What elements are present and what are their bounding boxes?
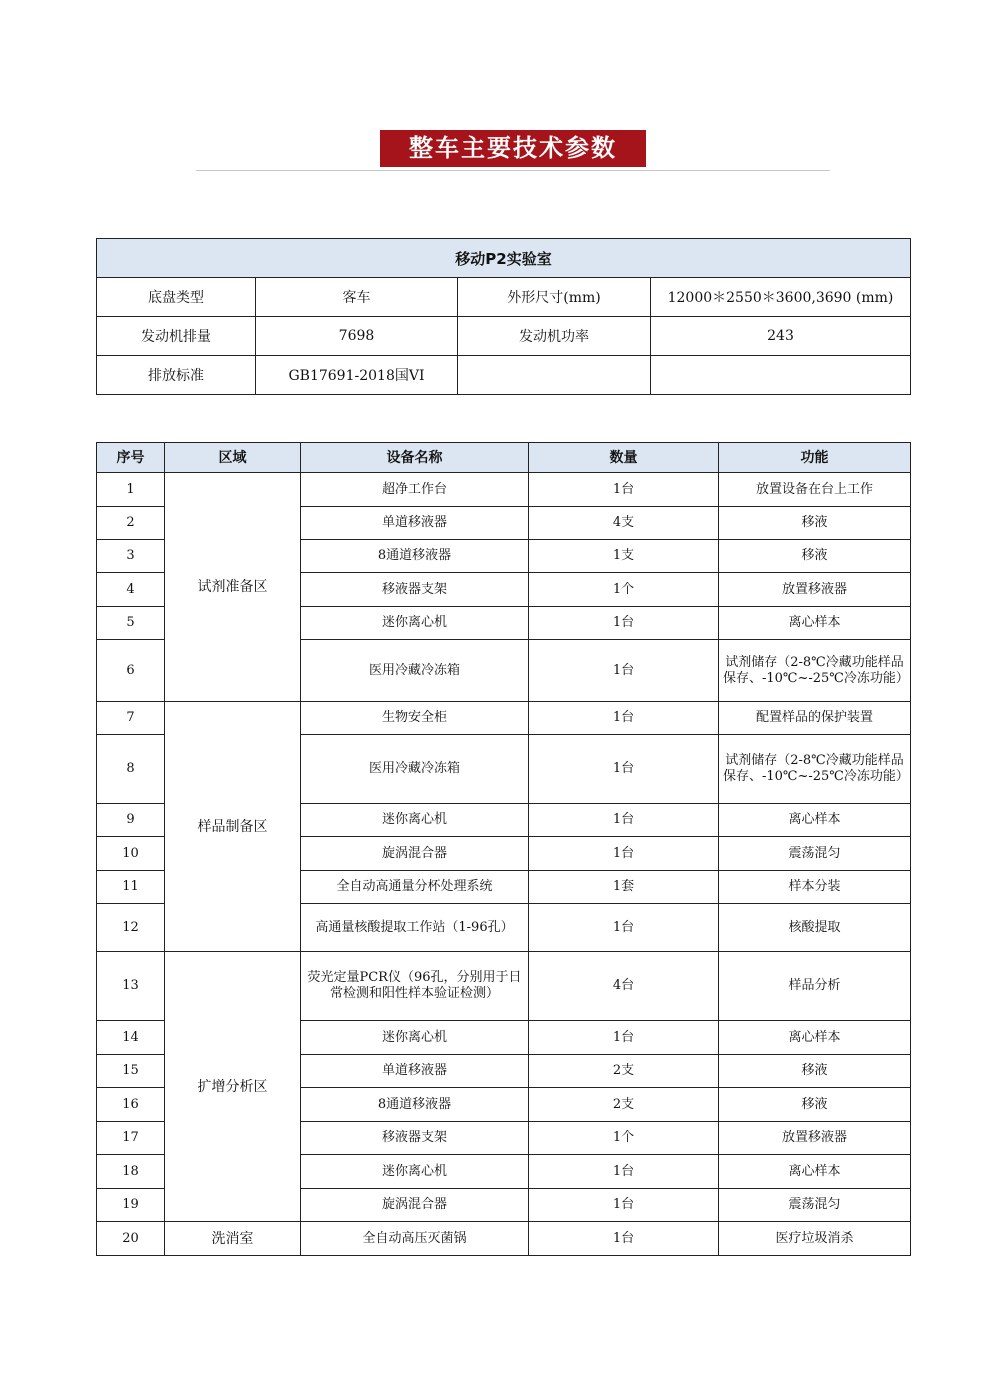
header-region: 区域 (165, 443, 301, 473)
row-func: 移液 (719, 507, 911, 540)
row-qty: 2支 (529, 1055, 719, 1088)
row-name: 移液器支架 (301, 1122, 529, 1155)
row-func: 样本分装 (719, 871, 911, 904)
row-func: 放置移液器 (719, 1122, 911, 1155)
row-qty: 1支 (529, 540, 719, 573)
row-qty: 1台 (529, 473, 719, 507)
spec-cell: GB17691-2018国VI (256, 356, 458, 395)
row-no: 16 (97, 1088, 165, 1122)
row-no: 8 (97, 735, 165, 804)
row-no: 17 (97, 1122, 165, 1155)
region-cell: 洗消室 (165, 1222, 301, 1256)
row-func: 移液 (719, 1088, 911, 1122)
row-no: 10 (97, 837, 165, 871)
row-no: 11 (97, 871, 165, 904)
spec-cell (458, 356, 651, 395)
row-name: 迷你离心机 (301, 1155, 529, 1189)
equipment-header-row (97, 443, 911, 473)
title-banner (196, 128, 830, 172)
row-name: 医用冷藏冷冻箱 (301, 640, 529, 702)
row-no: 9 (97, 804, 165, 837)
spec-cell (651, 356, 911, 395)
row-qty: 1台 (529, 1155, 719, 1189)
row-qty: 1台 (529, 837, 719, 871)
row-func: 核酸提取 (719, 904, 911, 952)
row-name: 旋涡混合器 (301, 1189, 529, 1222)
row-qty: 1台 (529, 1222, 719, 1256)
spec-cell: 243 (651, 317, 911, 356)
row-name: 单道移液器 (301, 1055, 529, 1088)
row-func: 医疗垃圾消杀 (719, 1222, 911, 1256)
region-cell: 扩增分析区 (165, 952, 301, 1222)
spec-cell: 排放标准 (97, 356, 256, 395)
title-divider (196, 170, 830, 171)
row-name: 全自动高通量分杯处理系统 (301, 871, 529, 904)
row-no: 20 (97, 1222, 165, 1256)
row-no: 7 (97, 702, 165, 735)
row-name: 迷你离心机 (301, 607, 529, 640)
row-name: 超净工作台 (301, 473, 529, 507)
row-qty: 1台 (529, 607, 719, 640)
row-func: 移液 (719, 1055, 911, 1088)
row-no: 4 (97, 573, 165, 607)
row-name: 全自动高压灭菌锅 (301, 1222, 529, 1256)
row-no: 3 (97, 540, 165, 573)
row-qty: 1台 (529, 735, 719, 804)
spec-cell: 外形尺寸(mm) (458, 278, 651, 317)
spec-cell: 发动机排量 (97, 317, 256, 356)
row-func: 离心样本 (719, 607, 911, 640)
row-name: 8通道移液器 (301, 1088, 529, 1122)
region-cell: 试剂准备区 (165, 473, 301, 702)
table-row (97, 952, 911, 1021)
row-func: 配置样品的保护装置 (719, 702, 911, 735)
row-name: 8通道移液器 (301, 540, 529, 573)
header-name: 设备名称 (301, 443, 529, 473)
row-name: 移液器支架 (301, 573, 529, 607)
table-row (97, 473, 911, 507)
spec-row (97, 278, 911, 317)
row-no: 19 (97, 1189, 165, 1222)
row-func: 离心样本 (719, 1155, 911, 1189)
row-func: 离心样本 (719, 1021, 911, 1055)
row-name: 迷你离心机 (301, 804, 529, 837)
row-qty: 1个 (529, 1122, 719, 1155)
row-name: 高通量核酸提取工作站（1-96孔） (301, 904, 529, 952)
row-func: 震荡混匀 (719, 837, 911, 871)
table-row (97, 702, 911, 735)
row-no: 2 (97, 507, 165, 540)
row-qty: 1台 (529, 1189, 719, 1222)
row-no: 14 (97, 1021, 165, 1055)
row-func: 放置设备在台上工作 (719, 473, 911, 507)
row-name: 生物安全柜 (301, 702, 529, 735)
row-name: 荧光定量PCR仪（96孔，分别用于日常检测和阳性样本验证检测） (301, 952, 529, 1021)
row-qty: 4支 (529, 507, 719, 540)
header-qty: 数量 (529, 443, 719, 473)
row-no: 5 (97, 607, 165, 640)
spec-row (97, 317, 911, 356)
row-name: 迷你离心机 (301, 1021, 529, 1055)
row-no: 12 (97, 904, 165, 952)
spec-cell: 底盘类型 (97, 278, 256, 317)
equipment-table (96, 442, 911, 1256)
row-name: 单道移液器 (301, 507, 529, 540)
row-qty: 1套 (529, 871, 719, 904)
row-name: 旋涡混合器 (301, 837, 529, 871)
row-qty: 1台 (529, 804, 719, 837)
row-qty: 4台 (529, 952, 719, 1021)
table-row (97, 1222, 911, 1256)
row-no: 18 (97, 1155, 165, 1189)
row-no: 13 (97, 952, 165, 1021)
row-no: 6 (97, 640, 165, 702)
header-func: 功能 (719, 443, 911, 473)
row-func: 震荡混匀 (719, 1189, 911, 1222)
row-func: 移液 (719, 540, 911, 573)
row-qty: 1台 (529, 904, 719, 952)
spec-cell: 发动机功率 (458, 317, 651, 356)
spec-cell: 12000＊2550＊3600,3690 (mm) (651, 278, 911, 317)
row-name: 医用冷藏冷冻箱 (301, 735, 529, 804)
spec-table (96, 238, 911, 395)
spec-table-title: 移动P2实验室 (97, 239, 911, 278)
header-no: 序号 (97, 443, 165, 473)
row-func: 放置移液器 (719, 573, 911, 607)
row-func: 样品分析 (719, 952, 911, 1021)
row-qty: 1台 (529, 702, 719, 735)
row-qty: 1台 (529, 1021, 719, 1055)
row-func: 试剂储存（2-8℃冷藏功能样品保存、-10℃~-25℃冷冻功能） (719, 735, 911, 804)
row-no: 1 (97, 473, 165, 507)
row-func: 试剂储存（2-8℃冷藏功能样品保存、-10℃~-25℃冷冻功能） (719, 640, 911, 702)
spec-row (97, 356, 911, 395)
page-title: 整车主要技术参数 (380, 130, 646, 167)
row-qty: 1个 (529, 573, 719, 607)
row-func: 离心样本 (719, 804, 911, 837)
region-cell: 样品制备区 (165, 702, 301, 952)
row-qty: 1台 (529, 640, 719, 702)
spec-cell: 客车 (256, 278, 458, 317)
spec-cell: 7698 (256, 317, 458, 356)
row-no: 15 (97, 1055, 165, 1088)
row-qty: 2支 (529, 1088, 719, 1122)
